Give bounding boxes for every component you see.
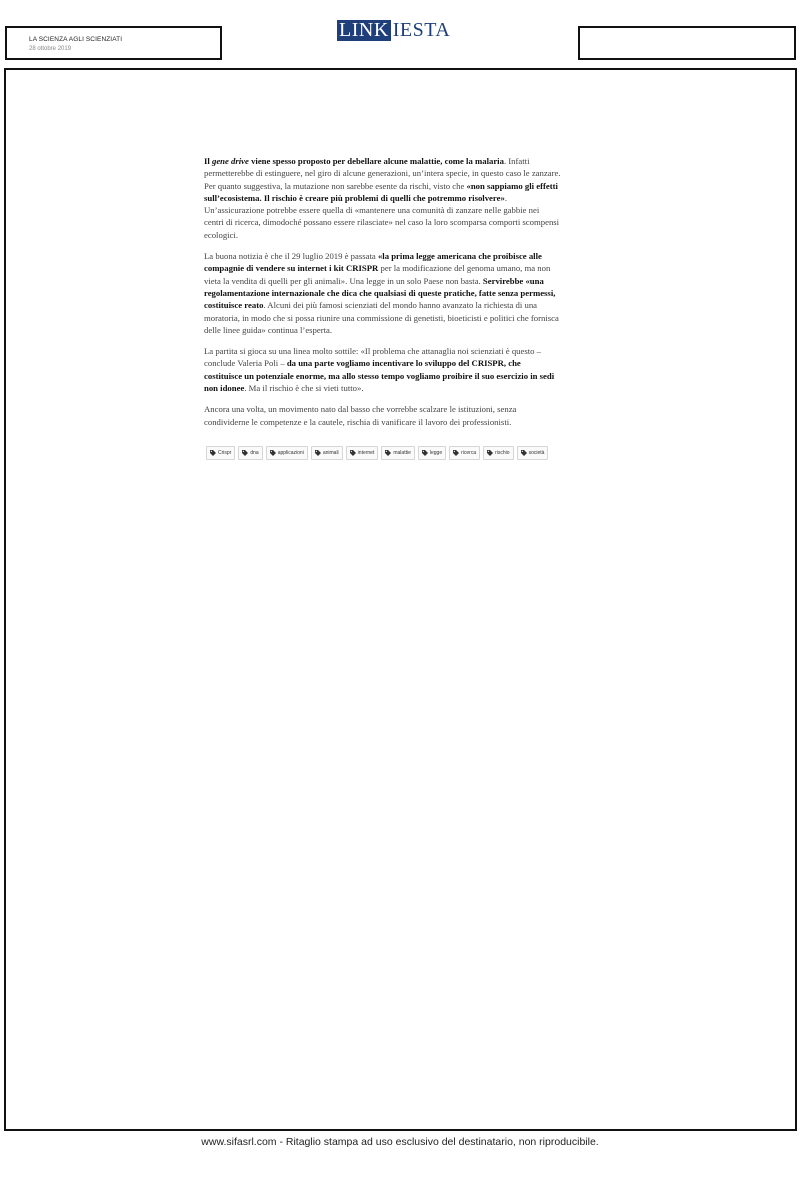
tag-icon — [521, 450, 527, 456]
tag-icon — [453, 450, 459, 456]
tag-label: società — [528, 450, 545, 456]
tag-malattie[interactable] — [381, 446, 415, 460]
tag-list — [206, 446, 566, 460]
tag-icon — [385, 450, 391, 456]
article-body — [204, 155, 561, 437]
tag-icon — [242, 450, 248, 456]
tag-icon — [487, 450, 493, 456]
tag-rischio[interactable] — [483, 446, 513, 460]
tag-societa[interactable] — [517, 446, 549, 460]
header-section-box — [5, 26, 222, 60]
tag-label: ricerca — [461, 450, 477, 456]
tag-dna[interactable] — [238, 446, 262, 460]
tag-internet[interactable] — [346, 446, 379, 460]
linkiesta-logo[interactable] — [337, 20, 450, 41]
article-paragraph-3: La partita si gioca su una linea molto sottile: «Il problema che attanaglia noi scienziati è questo – conclude Valeria Poli – da una parte vogliamo incentivare lo sviluppo del CRISPR, che costituisce un potenziale enorme, ma allo stesso tempo vogliamo proibire il suo esercizio in sedi non idonee. Ma il rischio è che si vieti tutto». — [204, 346, 555, 394]
tag-icon — [422, 450, 428, 456]
article-paragraph-1: Il gene drive viene spesso proposto per debellare alcune malattie, come la malaria. Infatti permetterebbe di estinguere, nel giro di alcune generazioni, un’intera specie, in questo caso le zanzare. Per quanto suggestiva, la mutazione non sarebbe esente da rischi, visto che «non sappiamo gli effetti sull’ecosistema. Il rischio è creare più problemi di quelli che potremmo risolvere». Un’assicurazione potrebbe essere quella di «mantenere una comunità di zanzare nelle gabbie nei centri di ricerca, dimodoché possano essere rilasciate» nel caso la loro scomparsa comporti scompensi ecologici. — [204, 156, 561, 240]
tag-label: animali — [322, 450, 339, 456]
logo-iesta-part: IESTA — [392, 19, 451, 41]
tag-label: internet — [357, 450, 375, 456]
tag-icon — [210, 450, 216, 456]
article-paragraph-2: La buona notizia è che il 29 luglio 2019 è passata «la prima legge americana che proibisce alle compagnie di vendere su internet i kit CRISPR per la modificazione del genoma umano, ma non vieta la vendita di quelli per gli animali». Una legge in un solo Paese non basta. Servirebbe «una regolamentazione internazionale che dica che qualsiasi di queste pratiche, fatte senza permessi, costituisce reato. Alcuni dei più famosi scienziati del mondo hanno avanzato la richiesta di una moratoria, in modo che si possa riunire una commissione di genetisti, bioeticisti e politici che fornisca delle linee guida» continua l’esperta. — [204, 251, 559, 335]
header-empty-box — [578, 26, 796, 60]
footer-disclaimer: www.sifasrl.com - Ritaglio stampa ad uso esclusivo del destinatario, non riproducibile. — [201, 1136, 599, 1148]
tag-label: applicazioni — [277, 450, 304, 456]
tag-icon — [270, 450, 276, 456]
tag-applicazioni[interactable] — [266, 446, 308, 460]
tag-ricerca[interactable] — [449, 446, 480, 460]
tag-label: legge — [429, 450, 443, 456]
publication-date: 28 ottobre 2019 — [29, 46, 72, 52]
tag-label: Crispr — [218, 450, 232, 456]
logo-link-part: LINK — [339, 19, 389, 41]
article-paragraph-4: Ancora una volta, un movimento nato dal basso che vorrebbe scalzare le istituzioni, senza condividerne le competenze e la cautele, rischia di vanificare il lavoro dei professionisti. — [204, 404, 517, 427]
tag-label: rischio — [495, 450, 510, 456]
section-title: LA SCIENZA AGLI SCIENZIATI — [29, 36, 123, 43]
tag-label: malattie — [393, 450, 411, 456]
tag-icon — [315, 450, 321, 456]
tag-label: dna — [250, 450, 259, 456]
tag-animali[interactable] — [311, 446, 343, 460]
tag-crispr[interactable] — [206, 446, 235, 460]
tag-legge[interactable] — [418, 446, 446, 460]
tag-icon — [350, 450, 356, 456]
